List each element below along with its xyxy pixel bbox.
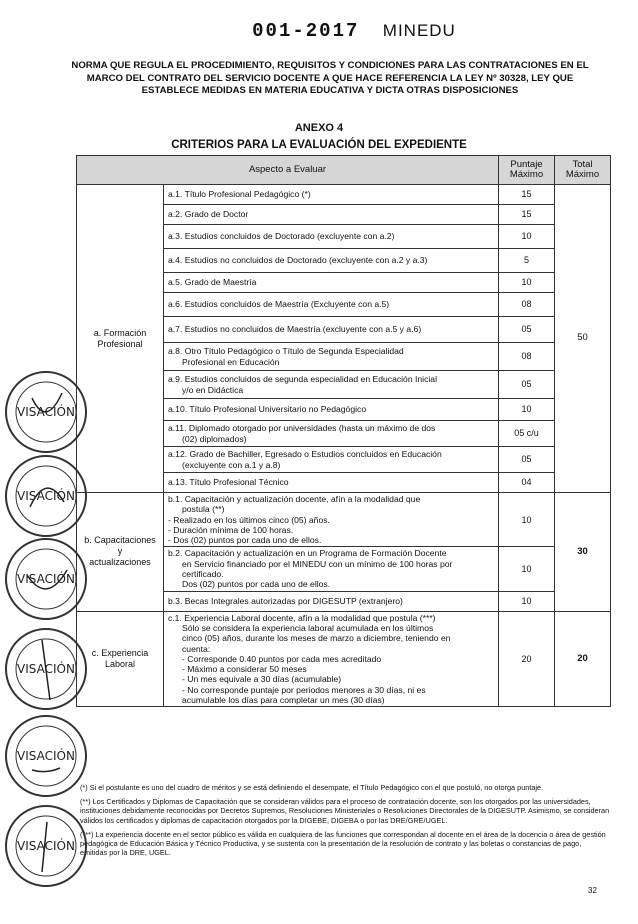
section-c-label: c. Experiencia Laboral — [77, 611, 164, 707]
row-a1-text: a.1. Título Profesional Pedagógico (*) — [164, 185, 499, 205]
section-b-label-2: y — [117, 546, 123, 557]
visa-stamp-4-text: VISACIÓN — [17, 662, 75, 676]
row-a11-text — [164, 421, 499, 447]
row-b2-pts: 10 — [499, 547, 555, 591]
resolution-code: 001-2017 — [252, 20, 360, 42]
row-a2-text: a.2. Grado de Doctor — [164, 205, 499, 225]
footnotes — [80, 783, 610, 862]
section-c-total: 20 — [555, 611, 611, 707]
row-a9-line1: a.9. Estudios concluidos de segunda especialidad en Educación Inicial — [168, 374, 437, 385]
row-a8-text — [164, 343, 499, 371]
page-number: 32 — [588, 886, 597, 895]
row-a7-text: a.7. Estudios no concluidos de Maestría (excluyente con a.5 y a.6) — [164, 317, 499, 343]
table-row — [77, 611, 611, 707]
criteria-table — [76, 155, 611, 707]
row-a6-text: a.6. Estudios concluidos de Maestría (Excluyente con a.5) — [164, 293, 499, 317]
row-a10-pts: 10 — [499, 399, 555, 421]
row-a2-pts: 15 — [499, 205, 555, 225]
header-aspect: Aspecto a Evaluar — [77, 156, 499, 185]
row-c1-line1: c.1. Experiencia Laboral docente, afín a la modalidad que postula (***) — [168, 612, 436, 623]
visa-stamp-1 — [2, 368, 90, 456]
minedu-stamp-text: MINEDU — [382, 21, 456, 40]
row-a9-text — [164, 371, 499, 399]
row-c1-text — [164, 611, 499, 707]
visa-stamp-2-text: VISACIÓN — [17, 489, 75, 503]
footnote-2: (**) Los Certificados y Diplomas de Capacitación que se consideran válidos para el proceso de contratación docente, son los otorgados por las universidades, instituciones debidamente reconocidas por Decretos Supremos, Resoluciones Ministeriales o Resoluciones Directorales de la DIGESUTP. Asimismo, se consideran válidos los certificados y diplomas de capacitación otorgados por la DIGEBE, DIGEBA o por las DRE/GRE/UGEL. — [80, 797, 610, 825]
visa-stamp-1-text: VISACIÓN — [17, 405, 75, 419]
row-a9-line2: y/o en Didáctica — [182, 384, 244, 395]
section-a-total: 50 — [555, 185, 611, 493]
annex-subtitle: CRITERIOS PARA LA EVALUACIÓN DEL EXPEDIENTE — [171, 139, 467, 151]
row-a11-pts: 05 c/u — [499, 421, 555, 447]
row-a4-pts: 5 — [499, 249, 555, 273]
row-a11-line1: a.11. Diplomado otorgado por universidades (hasta un máximo de dos — [168, 423, 436, 434]
row-c1-pts: 20 — [499, 611, 555, 707]
row-b1-line1: b.1. Capacitación y actualización docente, afín a la modalidad que — [168, 494, 421, 504]
row-b3-text: b.3. Becas Integrales autorizadas por DIGESUTP (extranjero) — [164, 591, 499, 611]
table-header-row — [77, 156, 611, 185]
section-b-total: 30 — [555, 493, 611, 612]
visa-stamp-5-text: VISACIÓN — [17, 749, 75, 763]
row-a4-text: a.4. Estudios no concluidos de Doctorado (excluyente con a.2 y a.3) — [164, 249, 499, 273]
row-b1-line5: - Dos (02) puntos por cada uno de ellos. — [168, 535, 322, 546]
row-a12-pts: 05 — [499, 447, 555, 473]
section-a-label: a. Formación Profesional — [77, 185, 164, 493]
row-c1-line7: - Un mes equivale a 30 días (acumulable) — [182, 674, 342, 685]
row-a7-pts: 05 — [499, 317, 555, 343]
row-b2-line2: en Servicio financiado por el MINEDU con un mínimo de 100 horas por — [182, 558, 453, 569]
row-c1-line2: Sólo se considera la experiencia laboral acumulada en los últimos — [182, 622, 434, 633]
row-b2-line3: certificado. — [182, 569, 224, 580]
norma-title: NORMA QUE REGULA EL PROCEDIMIENTO, REQUISITOS Y CONDICIONES PARA LAS CONTRATACIONES EN EL MARCO DEL CONTRATO DEL SERVICIO DOCENTE A QUE HACE REFERENCIA LA LEY Nº 30328, LEY QUE ESTABLECE MEDIDAS EN MATERIA EDUCATIVA Y DICTA OTRAS DISPOSICIONES — [71, 60, 589, 96]
row-a9-pts: 05 — [499, 371, 555, 399]
visa-stamp-3 — [2, 535, 90, 623]
row-c1-line8: - No corresponde puntaje por periodos menores a 30 días, ni es — [182, 684, 426, 695]
row-a12-line1: a.12. Grado de Bachiller, Egresado o Estudios concluidos en Educación — [168, 449, 442, 460]
row-b2-line4: Dos (02) puntos por cada uno de ellos. — [182, 579, 331, 590]
footnote-1: (*) Si el postulante es uno del cuadro de méritos y se está definiendo el desempate, el Título Pedagógico con el que postuló, no otorga puntaje. — [80, 783, 544, 792]
row-a3-pts: 10 — [499, 225, 555, 249]
annex-title: ANEXO 4 — [294, 122, 344, 134]
row-b2-line1: b.2. Capacitación y actualización en un Programa de Formación Docente — [168, 548, 447, 559]
visa-stamp-2 — [2, 452, 90, 540]
visa-stamp-3-text: VISACIÓN — [17, 572, 75, 586]
visa-stamp-4 — [2, 625, 90, 713]
row-a10-text: a.10. Título Profesional Universitario no Pedagógico — [164, 399, 499, 421]
row-c1-line6: - Máximo a considerar 50 meses — [182, 664, 307, 675]
row-b2-text — [164, 547, 499, 591]
row-a8-line2: Profesional en Educación — [182, 356, 280, 367]
row-a5-pts: 10 — [499, 273, 555, 293]
row-a13-pts: 04 — [499, 473, 555, 493]
row-b3-pts: 10 — [499, 591, 555, 611]
table-row — [77, 493, 611, 547]
row-a3-text: a.3. Estudios concluidos de Doctorado (excluyente con a.2) — [164, 225, 499, 249]
header-max-points: Puntaje Máximo — [499, 156, 555, 185]
row-b1-line4: - Duración mínima de 100 horas. — [168, 524, 294, 535]
header-total-max: Total Máximo — [555, 156, 611, 185]
visa-stamp-5 — [2, 712, 90, 800]
row-b1-text — [164, 493, 499, 547]
row-b1-pts: 10 — [499, 493, 555, 547]
visa-stamp-6-text: VISACIÓN — [17, 839, 75, 853]
row-c1-line5: - Corresponde 0.40 puntos por cada mes acreditado — [182, 653, 382, 664]
visa-stamp-6 — [2, 802, 90, 890]
resolution-header — [0, 20, 638, 42]
row-a1-pts: 15 — [499, 185, 555, 205]
section-b-label-1: b. Capacitaciones — [84, 535, 156, 546]
section-b-label-3: actualizaciones — [89, 557, 151, 568]
row-c1-line4: cuenta: — [182, 643, 211, 654]
row-a6-pts: 08 — [499, 293, 555, 317]
table-row — [77, 185, 611, 205]
row-b1-line2: postula (**) — [182, 504, 225, 515]
footnote-3: (***) La experiencia docente en el sector público es válida en cualquiera de las funciones que correspondan al docente en el área de la docencia o área de gestión pedagógica de Educación Básica y Técnico Productiva, y se sustenta con la presentación de la resolución de contrato y las boletas o constancias de pago, emitidas por la DRE, UGEL. — [80, 829, 606, 858]
row-a5-text: a.5. Grado de Maestría — [164, 273, 499, 293]
row-a12-line2: (excluyente con a.1 y a.8) — [182, 459, 281, 470]
row-c1-line9: acumulable los días para completar un mes (30 días) — [182, 695, 385, 706]
row-a8-line1: a.8. Otro Título Pedagógico o Título de Segunda Especialidad — [168, 346, 404, 357]
row-a8-pts: 08 — [499, 343, 555, 371]
row-a13-text: a.13. Título Profesional Técnico — [164, 473, 499, 493]
row-b1-line3: - Realizado en los últimos cinco (05) años. — [168, 514, 330, 525]
row-c1-line3: cinco (05) años, durante los meses de marzo a diciembre, teniendo en — [182, 633, 451, 644]
row-a12-text — [164, 447, 499, 473]
row-a11-line2: (02) diplomados) — [182, 433, 247, 444]
